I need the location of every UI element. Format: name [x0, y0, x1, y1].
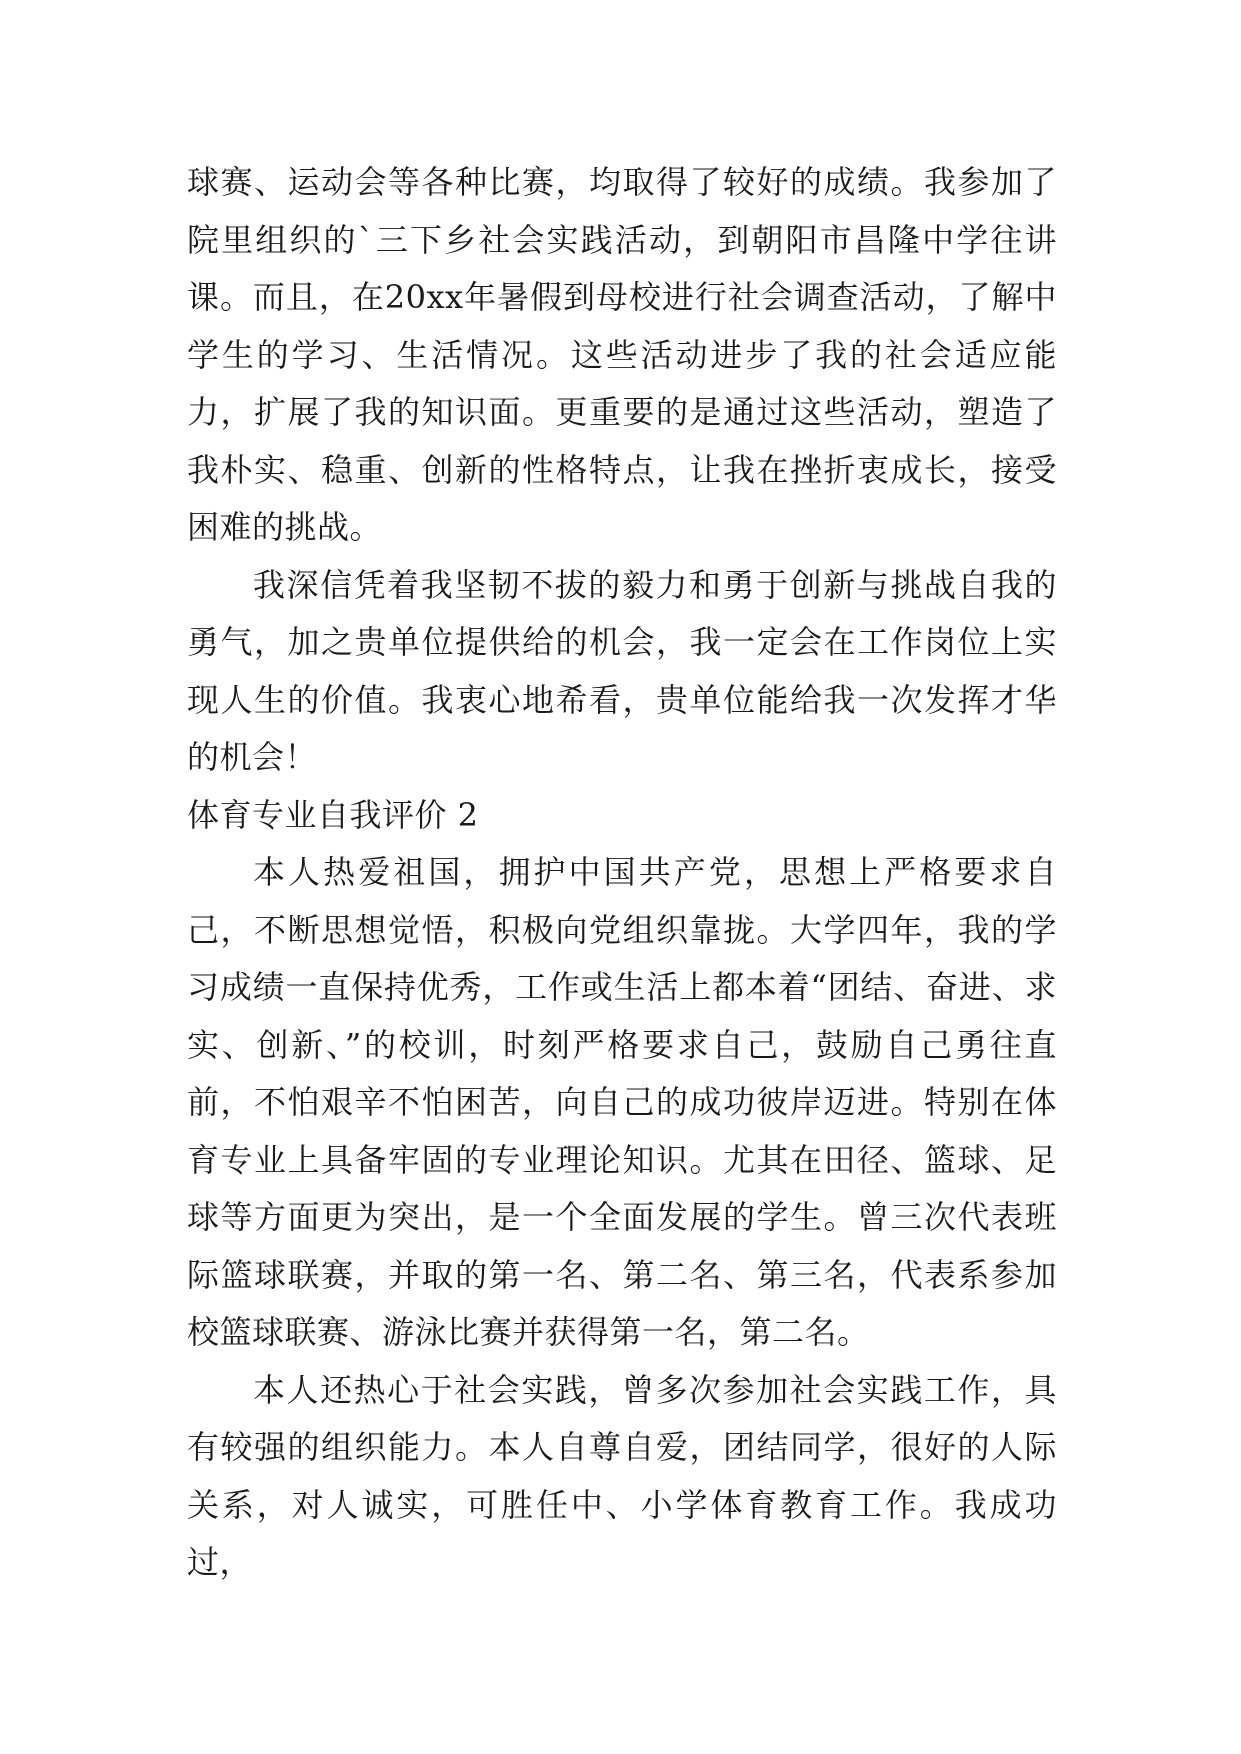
section-heading: 体育专业自我评价 2	[187, 795, 479, 834]
paragraph-continued: 球赛、运动会等各种比赛，均取得了较好的成绩。我参加了院里组织的`三下乡社会实践活动，到朝阳市昌隆中学往讲课。而且，在20xx年暑假到母校进行社会调查活动，了解中学生的学习、生活情况。这些活动进步了我的社会适应能力，扩展了我的知识面。更重要的是通过这些活动，塑造了我朴实、稳重、创新的性格特点，让我在挫折衷成长，接受困难的挑战。	[187, 163, 1057, 546]
paragraph-self-evaluation: 本人热爱祖国，拥护中国共产党，思想上严格要求自己，不断思想觉悟，积极向党组织靠拢。大学四年，我的学习成绩一直保持优秀，工作或生活上都本着“团结、奋进、求实、创新、”的校训，时刻严格要求自己，鼓励自己勇往直前，不怕艰辛不怕困苦，向自己的成功彼岸迈进。特别在体育专业上具备牢固的专业理论知识。尤其在田径、篮球、足球等方面更为突出，是一个全面发展的学生。曾三次代表班际篮球联赛，并取的第一名、第二名、第三名，代表系参加校篮球联赛、游泳比赛并获得第一名，第二名。	[187, 853, 1057, 1351]
paragraph-social-practice: 本人还热心于社会实践，曾多次参加社会实践工作，具有较强的组织能力。本人自尊自爱，团结同学，很好的人际关系，对人诚实，可胜任中、小学体育教育工作。我成功过，	[187, 1370, 1057, 1581]
document-body	[187, 154, 1057, 1592]
paragraph-closing: 我深信凭着我坚韧不拔的毅力和勇于创新与挑战自我的勇气，加之贵单位提供给的机会，我一定会在工作岗位上实现人生的价值。我衷心地希看，贵单位能给我一次发挥才华的机会！	[187, 565, 1057, 776]
